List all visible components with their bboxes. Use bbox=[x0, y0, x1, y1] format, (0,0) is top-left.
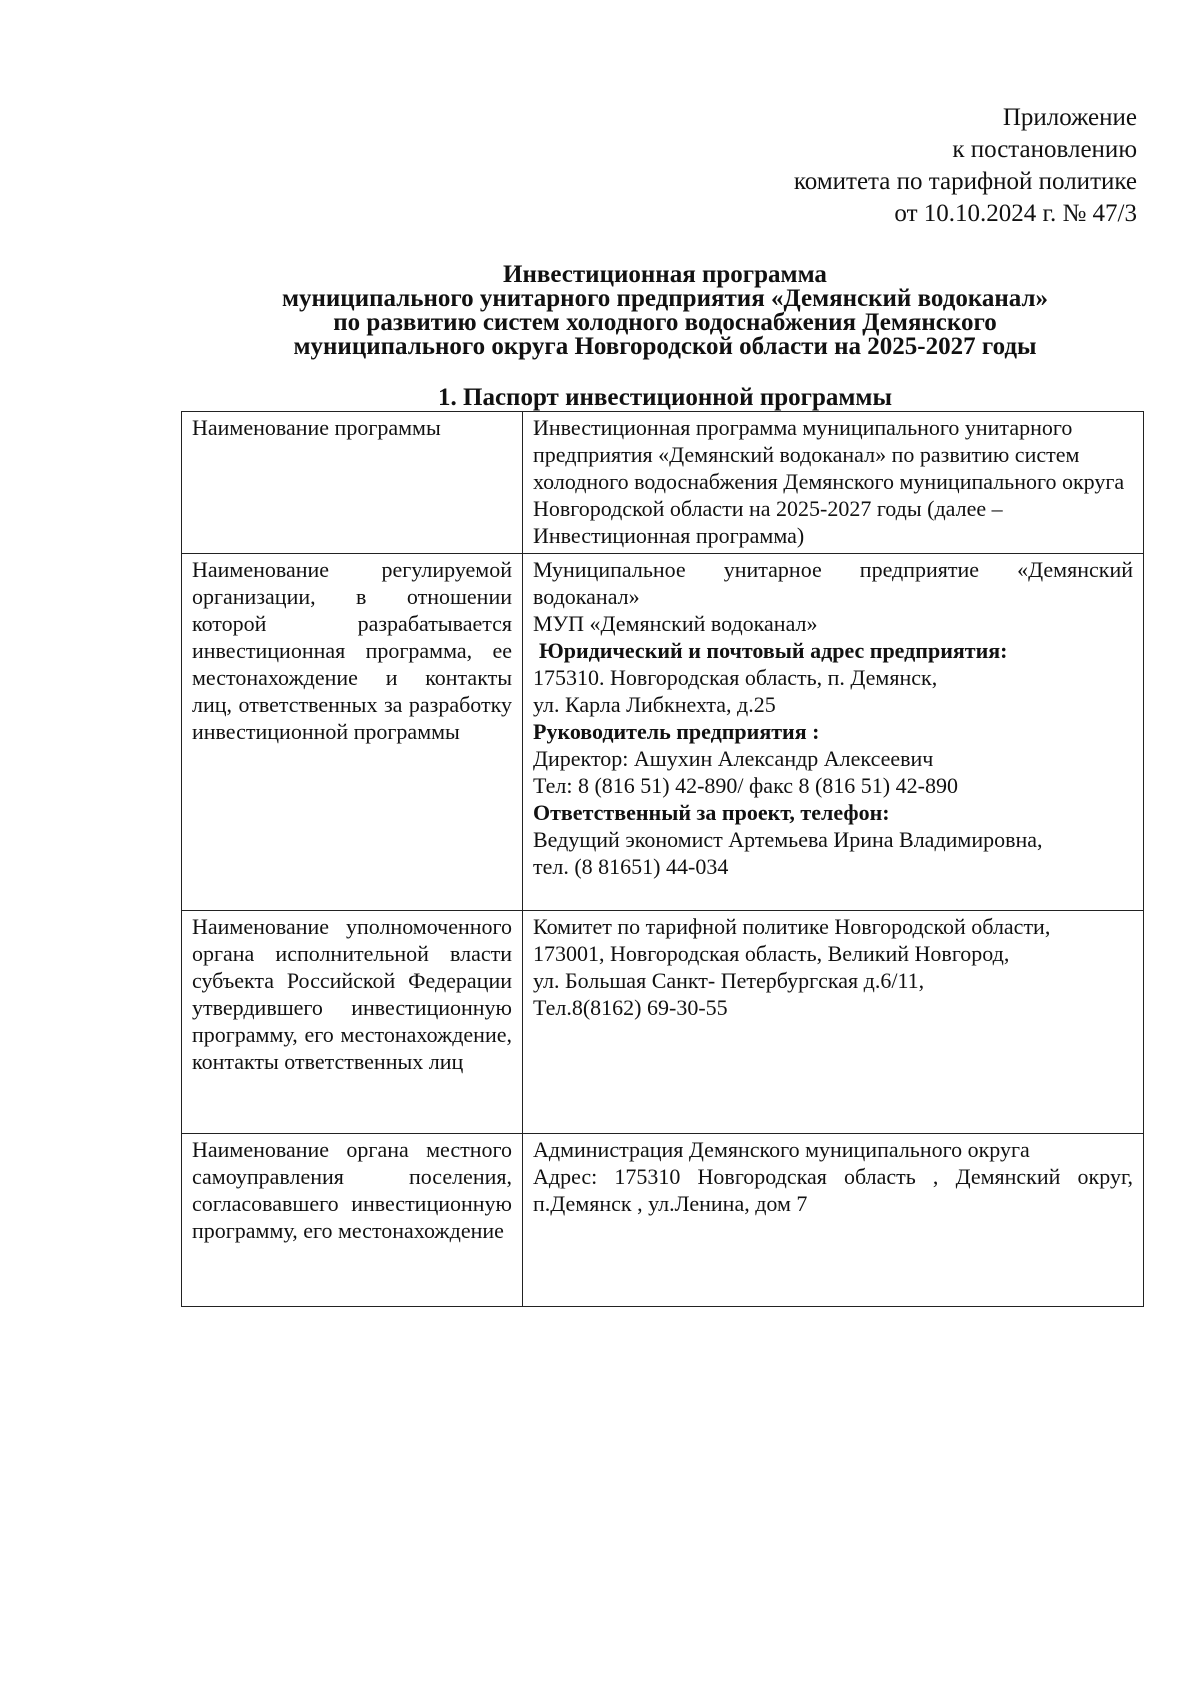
appendix-header bbox=[794, 102, 1137, 230]
passport-value-organization bbox=[523, 554, 1144, 911]
appendix-line-1: Приложение bbox=[1002, 104, 1137, 131]
org-short-name: МУП «Демянский водоканал» bbox=[533, 611, 818, 636]
appendix-line-4: от 10.10.2024 г. № 47/3 bbox=[894, 200, 1137, 227]
responsible-heading: Ответственный за проект, телефон: bbox=[533, 800, 890, 825]
passport-table bbox=[181, 411, 1144, 1307]
title-line-3: по развитию систем холодного водоснабжения Демянского bbox=[333, 309, 997, 336]
passport-label-local-government: Наименование органа местного самоуправления поселения, согласовавшего инвестиционную программу, его местонахождение bbox=[182, 1134, 523, 1307]
document-title bbox=[150, 263, 1180, 359]
director-name: Директор: Ашухин Александр Алексеевич bbox=[533, 746, 934, 771]
passport-value-local-government bbox=[523, 1134, 1144, 1307]
authority-line-4: Тел.8(8162) 69-30-55 bbox=[533, 995, 728, 1020]
authority-line-2: 173001, Новгородская область, Великий Новгород, bbox=[533, 941, 1010, 966]
title-line-1: Инвестиционная программа bbox=[503, 261, 827, 288]
passport-label-organization: Наименование регулируемой организации, в отношении которой разрабатывается инвестиционная программа, ее местонахождение и контакты лиц, ответственных за разработку инвестиционной программы bbox=[182, 554, 523, 911]
table-row bbox=[182, 412, 1144, 554]
passport-value-program-name: Инвестиционная программа муниципального унитарного предприятия «Демянский водоканал» по развитию систем холодного водоснабжения Демянского муниципального округа Новгородской области на 2025-2027 годы (далее – Инвестиционная программа) bbox=[523, 412, 1144, 554]
authority-line-1: Комитет по тарифной политике Новгородской области, bbox=[533, 914, 1051, 939]
passport-label-program-name: Наименование программы bbox=[182, 412, 523, 554]
table-row bbox=[182, 554, 1144, 911]
local-gov-line-3: п.Демянск , ул.Ленина, дом 7 bbox=[533, 1191, 808, 1216]
section-title: 1. Паспорт инвестиционной программы bbox=[438, 384, 892, 411]
local-gov-line-2: Адрес: 175310 Новгородская область , Демянский округ, bbox=[533, 1164, 1133, 1189]
passport-label-approving-authority: Наименование уполномоченного органа исполнительной власти субъекта Российской Федерации утвердившего инвестиционную программу, его местонахождение, контакты ответственных лиц bbox=[182, 911, 523, 1134]
title-line-2: муниципального унитарного предприятия «Демянский водоканал» bbox=[281, 285, 1049, 312]
table-row bbox=[182, 1134, 1144, 1307]
appendix-line-2: к постановлению bbox=[952, 136, 1137, 163]
address-line-1: 175310. Новгородская область, п. Демянск, bbox=[533, 665, 938, 690]
head-heading: Руководитель предприятия : bbox=[533, 719, 820, 744]
org-full-name: Муниципальное унитарное предприятие «Демянский водоканал» bbox=[533, 557, 1133, 609]
responsible-person: Ведущий экономист Артемьева Ирина Владимировна, bbox=[533, 827, 1043, 852]
responsible-phone: тел. (8 81651) 44-034 bbox=[533, 854, 729, 879]
phone-fax: Тел: 8 (816 51) 42-890/ факс 8 (816 51) 42-890 bbox=[533, 773, 958, 798]
table-row bbox=[182, 911, 1144, 1134]
appendix-line-3: комитета по тарифной политике bbox=[793, 168, 1137, 195]
authority-line-3: ул. Большая Санкт- Петербургская д.6/11, bbox=[533, 968, 925, 993]
address-heading: Юридический и почтовый адрес предприятия: bbox=[539, 638, 1008, 663]
address-line-2: ул. Карла Либкнехта, д.25 bbox=[533, 692, 776, 717]
local-gov-line-1: Администрация Демянского муниципального округа bbox=[533, 1137, 1030, 1162]
title-line-4: муниципального округа Новгородской области на 2025-2027 годы bbox=[293, 333, 1037, 360]
passport-value-approving-authority bbox=[523, 911, 1144, 1134]
